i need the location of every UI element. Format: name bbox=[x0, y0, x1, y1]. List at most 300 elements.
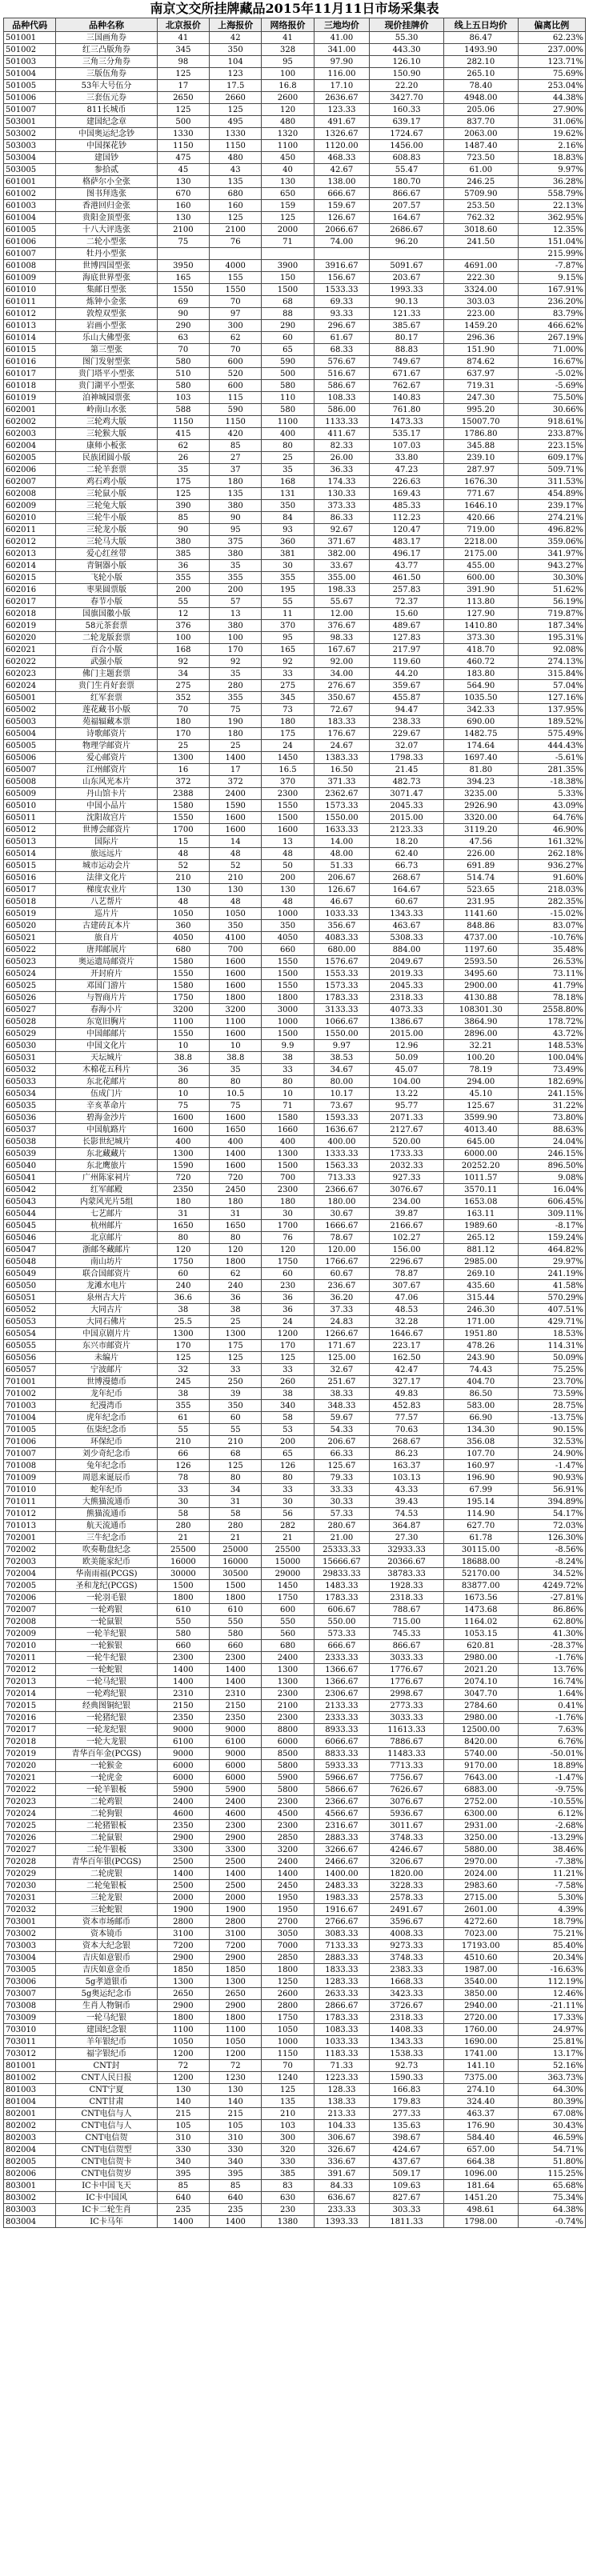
cell-deviation: 17.33% bbox=[518, 2012, 585, 2024]
cell-shanghai-price: 380 bbox=[210, 548, 262, 560]
table-row bbox=[4, 836, 586, 848]
cell-code: 602016 bbox=[4, 584, 56, 596]
cell-deviation: 189.52% bbox=[518, 716, 585, 728]
cell-online-price: 2400 bbox=[262, 1856, 314, 1868]
cell-name: 贵门生肖好套票 bbox=[56, 680, 157, 692]
cell-shanghai-price: 58 bbox=[210, 1508, 262, 1520]
cell-listing-price: 120.47 bbox=[370, 524, 444, 536]
cell-five-day-average: 620.81 bbox=[443, 1640, 518, 1652]
cell-average-price: 573.33 bbox=[314, 1628, 370, 1640]
table-row bbox=[4, 44, 586, 56]
cell-online-price: 3000 bbox=[262, 1004, 314, 1016]
cell-listing-price: 94.47 bbox=[370, 704, 444, 716]
table-row bbox=[4, 1412, 586, 1424]
cell-beijing-price: 125 bbox=[157, 68, 209, 80]
cell-beijing-price: 75 bbox=[157, 1100, 209, 1112]
cell-beijing-price: 58 bbox=[157, 1508, 209, 1520]
cell-beijing-price: 126 bbox=[157, 1460, 209, 1472]
cell-deviation: -16.63% bbox=[518, 1964, 585, 1976]
cell-five-day-average: 2983.60 bbox=[443, 1880, 518, 1892]
cell-average-price: 159.67 bbox=[314, 200, 370, 212]
cell-beijing-price: 175 bbox=[157, 476, 209, 488]
cell-five-day-average: 52170.00 bbox=[443, 1568, 518, 1580]
cell-name: 北京邮片 bbox=[56, 1232, 157, 1244]
cell-five-day-average: 1989.60 bbox=[443, 1220, 518, 1232]
cell-name: 三轮鸡大版 bbox=[56, 416, 157, 428]
cell-average-price: 36.20 bbox=[314, 1292, 370, 1304]
cell-five-day-average: 163.11 bbox=[443, 1208, 518, 1220]
cell-average-price: 636.67 bbox=[314, 2192, 370, 2204]
cell-five-day-average: 7023.00 bbox=[443, 1928, 518, 1940]
cell-online-price: 1750 bbox=[262, 1592, 314, 1604]
cell-listing-price: 13.22 bbox=[370, 1088, 444, 1100]
cell-name: 开封府片 bbox=[56, 968, 157, 980]
table-row bbox=[4, 536, 586, 548]
cell-name: 武强小版 bbox=[56, 656, 157, 668]
cell-code: 701001 bbox=[4, 1376, 56, 1388]
cell-online-price: 1600 bbox=[262, 824, 314, 836]
cell-deviation: 444.43% bbox=[518, 740, 585, 752]
table-row bbox=[4, 236, 586, 248]
cell-code: 501004 bbox=[4, 68, 56, 80]
cell-average-price: 92.67 bbox=[314, 524, 370, 536]
table-row bbox=[4, 2036, 586, 2048]
cell-code: 602013 bbox=[4, 548, 56, 560]
table-row bbox=[4, 464, 586, 476]
cell-shanghai-price: 2310 bbox=[210, 1688, 262, 1700]
header-beijing-price: 北京报价 bbox=[157, 18, 209, 32]
cell-code: 702015 bbox=[4, 1700, 56, 1712]
cell-average-price: 183.33 bbox=[314, 716, 370, 728]
cell-code: 602021 bbox=[4, 644, 56, 656]
cell-name: 811长城币 bbox=[56, 104, 157, 116]
cell-name: 华南雨福(PCGS) bbox=[56, 1568, 157, 1580]
cell-deviation: 274.21% bbox=[518, 512, 585, 524]
cell-deviation: 4.39% bbox=[518, 1904, 585, 1916]
cell-shanghai-price: 38.8 bbox=[210, 1052, 262, 1064]
cell-online-price: 10 bbox=[262, 1088, 314, 1100]
cell-beijing-price: 25500 bbox=[157, 1544, 209, 1556]
cell-listing-price: 4073.33 bbox=[370, 1004, 444, 1016]
table-row bbox=[4, 1580, 586, 1592]
cell-five-day-average: 3599.90 bbox=[443, 1112, 518, 1124]
cell-listing-price: 2318.33 bbox=[370, 1592, 444, 1604]
table-row bbox=[4, 152, 586, 164]
cell-average-price: 108.33 bbox=[314, 392, 370, 404]
cell-name: 二轮牛银板 bbox=[56, 1844, 157, 1856]
cell-shanghai-price: 135 bbox=[210, 488, 262, 500]
cell-deviation: 24.97% bbox=[518, 2024, 585, 2036]
cell-online-price: 1550 bbox=[262, 956, 314, 968]
cell-beijing-price: 2400 bbox=[157, 1796, 209, 1808]
cell-online-price: 275 bbox=[262, 680, 314, 692]
cell-code: 605003 bbox=[4, 716, 56, 728]
cell-listing-price: 15.60 bbox=[370, 608, 444, 620]
cell-beijing-price: 475 bbox=[157, 152, 209, 164]
cell-online-price: 381 bbox=[262, 548, 314, 560]
cell-online-price: 1750 bbox=[262, 1256, 314, 1268]
cell-online-price: 370 bbox=[262, 776, 314, 788]
cell-listing-price: 102.27 bbox=[370, 1232, 444, 1244]
cell-online-price: 36 bbox=[262, 1304, 314, 1316]
cell-shanghai-price: 1600 bbox=[210, 1112, 262, 1124]
cell-average-price: 156.67 bbox=[314, 272, 370, 284]
cell-average-price: 233.33 bbox=[314, 2204, 370, 2216]
cell-name: 大熊猫流通币 bbox=[56, 1496, 157, 1508]
cell-listing-price: 77.57 bbox=[370, 1412, 444, 1424]
cell-listing-price: 203.67 bbox=[370, 272, 444, 284]
cell-average-price: 93.33 bbox=[314, 308, 370, 320]
table-row bbox=[4, 884, 586, 896]
cell-shanghai-price: 235 bbox=[210, 2204, 262, 2216]
cell-deviation: -10.55% bbox=[518, 1796, 585, 1808]
cell-online-price: 93 bbox=[262, 524, 314, 536]
cell-online-price: 50 bbox=[262, 860, 314, 872]
table-row bbox=[4, 1052, 586, 1064]
cell-five-day-average: 460.72 bbox=[443, 656, 518, 668]
cell-name: 兔年纪念币 bbox=[56, 1460, 157, 1472]
cell-name: 泊神城园票张 bbox=[56, 392, 157, 404]
cell-online-price: 150 bbox=[262, 272, 314, 284]
table-row bbox=[4, 116, 586, 128]
cell-beijing-price: 1700 bbox=[157, 824, 209, 836]
cell-online-price: 48 bbox=[262, 848, 314, 860]
cell-name: 民族团圆小版 bbox=[56, 452, 157, 464]
cell-five-day-average: 2601.00 bbox=[443, 1904, 518, 1916]
cell-code: 605027 bbox=[4, 1004, 56, 1016]
cell-code: 702022 bbox=[4, 1784, 56, 1796]
cell-name: 泉州古大片 bbox=[56, 1292, 157, 1304]
cell-five-day-average: 296.36 bbox=[443, 332, 518, 344]
cell-name: 大同石佛片 bbox=[56, 1316, 157, 1328]
cell-online-price: 56 bbox=[262, 1508, 314, 1520]
cell-listing-price: 226.63 bbox=[370, 476, 444, 488]
table-row bbox=[4, 788, 586, 800]
cell-code: 702018 bbox=[4, 1736, 56, 1748]
cell-name: 二轮兔银板 bbox=[56, 1880, 157, 1892]
cell-deviation: -27.81% bbox=[518, 1592, 585, 1604]
cell-average-price: 280.67 bbox=[314, 1520, 370, 1532]
cell-listing-price: 866.67 bbox=[370, 1640, 444, 1652]
cell-deviation: 73.80% bbox=[518, 1112, 585, 1124]
cell-average-price: 1576.67 bbox=[314, 956, 370, 968]
cell-listing-price: 520.00 bbox=[370, 1136, 444, 1148]
cell-deviation: 6.12% bbox=[518, 1808, 585, 1820]
table-row bbox=[4, 560, 586, 572]
table-row bbox=[4, 1604, 586, 1616]
cell-shanghai-price: 4100 bbox=[210, 932, 262, 944]
header-shanghai-price: 上海报价 bbox=[210, 18, 262, 32]
cell-deviation: 0.41% bbox=[518, 1700, 585, 1712]
cell-beijing-price: 130 bbox=[157, 884, 209, 896]
cell-average-price: 138.00 bbox=[314, 176, 370, 188]
cell-five-day-average: 837.70 bbox=[443, 116, 518, 128]
cell-code: 702013 bbox=[4, 1676, 56, 1688]
cell-name: 红军套票 bbox=[56, 692, 157, 704]
cell-code: 702006 bbox=[4, 1592, 56, 1604]
cell-listing-price: 2123.33 bbox=[370, 824, 444, 836]
cell-name: 三角三分角券 bbox=[56, 56, 157, 68]
cell-name: 世博漫德币 bbox=[56, 1376, 157, 1388]
cell-beijing-price: 98 bbox=[157, 56, 209, 68]
cell-name: CNT电信贺型 bbox=[56, 2144, 157, 2156]
cell-shanghai-price: 660 bbox=[210, 1640, 262, 1652]
cell-shanghai-price: 400 bbox=[210, 1136, 262, 1148]
cell-shanghai-price: 2100 bbox=[210, 224, 262, 236]
cell-average-price: 92.00 bbox=[314, 656, 370, 668]
cell-five-day-average: 391.90 bbox=[443, 584, 518, 596]
cell-online-price: 680 bbox=[262, 1640, 314, 1652]
table-row bbox=[4, 968, 586, 980]
cell-five-day-average: 5740.00 bbox=[443, 1748, 518, 1760]
cell-name: 山东风光本片 bbox=[56, 776, 157, 788]
cell-five-day-average: 45.10 bbox=[443, 1088, 518, 1100]
table-row bbox=[4, 1928, 586, 1940]
cell-online-price: 29000 bbox=[262, 1568, 314, 1580]
cell-online-price: 24 bbox=[262, 740, 314, 752]
cell-name: 杭州邮片 bbox=[56, 1220, 157, 1232]
cell-beijing-price: 80 bbox=[157, 1232, 209, 1244]
table-row bbox=[4, 380, 586, 392]
cell-code: 801001 bbox=[4, 2060, 56, 2072]
cell-shanghai-price: 10 bbox=[210, 1040, 262, 1052]
cell-five-day-average: 81.80 bbox=[443, 764, 518, 776]
cell-shanghai-price: 355 bbox=[210, 572, 262, 584]
cell-shanghai-price: 62 bbox=[210, 1268, 262, 1280]
cell-online-price: 2300 bbox=[262, 1712, 314, 1724]
cell-code: 602007 bbox=[4, 476, 56, 488]
cell-shanghai-price: 2150 bbox=[210, 1700, 262, 1712]
cell-name: 周恩来诞辰币 bbox=[56, 1472, 157, 1484]
table-row bbox=[4, 1364, 586, 1376]
table-row bbox=[4, 2180, 586, 2192]
cell-deviation: 246.15% bbox=[518, 1148, 585, 1160]
cell-beijing-price: 2100 bbox=[157, 224, 209, 236]
cell-listing-price: 164.67 bbox=[370, 884, 444, 896]
cell-code: 703011 bbox=[4, 2036, 56, 2048]
cell-average-price: 576.67 bbox=[314, 356, 370, 368]
cell-average-price: 15666.67 bbox=[314, 1556, 370, 1568]
cell-online-price: 9.9 bbox=[262, 1040, 314, 1052]
cell-listing-price: 32933.33 bbox=[370, 1544, 444, 1556]
cell-code: 601017 bbox=[4, 368, 56, 380]
cell-listing-price: 827.67 bbox=[370, 2192, 444, 2204]
cell-beijing-price: 3200 bbox=[157, 1004, 209, 1016]
cell-five-day-average: 246.30 bbox=[443, 1304, 518, 1316]
cell-beijing-price: 125 bbox=[157, 104, 209, 116]
cell-online-price: 168 bbox=[262, 476, 314, 488]
cell-beijing-price: 1580 bbox=[157, 800, 209, 812]
cell-five-day-average: 265.10 bbox=[443, 68, 518, 80]
cell-listing-price: 121.33 bbox=[370, 308, 444, 320]
cell-five-day-average: 6000.00 bbox=[443, 1148, 518, 1160]
cell-name: 参拾贰 bbox=[56, 164, 157, 176]
table-row bbox=[4, 1280, 586, 1292]
cell-listing-price: 398.67 bbox=[370, 2132, 444, 2144]
cell-code: 601015 bbox=[4, 344, 56, 356]
cell-average-price: 32.67 bbox=[314, 1364, 370, 1376]
table-row bbox=[4, 1136, 586, 1148]
cell-deviation: 236.20% bbox=[518, 296, 585, 308]
cell-average-price: 666.67 bbox=[314, 1640, 370, 1652]
cell-code: 601006 bbox=[4, 236, 56, 248]
cell-code: 703001 bbox=[4, 1916, 56, 1928]
cell-code: 601018 bbox=[4, 380, 56, 392]
cell-five-day-average: 645.00 bbox=[443, 1136, 518, 1148]
cell-name: 八艺帮片 bbox=[56, 896, 157, 908]
cell-shanghai-price: 1050 bbox=[210, 2036, 262, 2048]
cell-beijing-price: 380 bbox=[157, 536, 209, 548]
cell-code: 605024 bbox=[4, 968, 56, 980]
cell-five-day-average: 4130.88 bbox=[443, 992, 518, 1004]
cell-shanghai-price: 25 bbox=[210, 740, 262, 752]
cell-name: 中国奥运纪念钞 bbox=[56, 128, 157, 140]
cell-shanghai-price: 35 bbox=[210, 560, 262, 572]
cell-code: 702004 bbox=[4, 1568, 56, 1580]
cell-online-price: 1400 bbox=[262, 1868, 314, 1880]
cell-deviation: 9.97% bbox=[518, 164, 585, 176]
cell-code: 605040 bbox=[4, 1160, 56, 1172]
cell-deviation: 71.00% bbox=[518, 344, 585, 356]
cell-five-day-average: 637.97 bbox=[443, 368, 518, 380]
cell-name: 梯度农业片 bbox=[56, 884, 157, 896]
cell-shanghai-price: 6000 bbox=[210, 1772, 262, 1784]
cell-average-price: 1573.33 bbox=[314, 800, 370, 812]
cell-shanghai-price: 1590 bbox=[210, 800, 262, 812]
cell-name: IC卡马年 bbox=[56, 2216, 157, 2228]
cell-online-price: 350 bbox=[262, 920, 314, 932]
cell-deviation: -2.68% bbox=[518, 1820, 585, 1832]
cell-beijing-price: 66 bbox=[157, 1448, 209, 1460]
cell-shanghai-price: 395 bbox=[210, 2168, 262, 2180]
cell-average-price: 5866.67 bbox=[314, 1784, 370, 1796]
cell-listing-price: 22.20 bbox=[370, 80, 444, 92]
cell-listing-price: 327.17 bbox=[370, 1376, 444, 1388]
cell-beijing-price: 1800 bbox=[157, 2012, 209, 2024]
cell-code: 605008 bbox=[4, 776, 56, 788]
cell-five-day-average: 2175.00 bbox=[443, 548, 518, 560]
cell-five-day-average: 100.20 bbox=[443, 1052, 518, 1064]
cell-average-price: 1366.67 bbox=[314, 1676, 370, 1688]
cell-online-price: 210 bbox=[262, 2108, 314, 2120]
cell-average-price: 550.00 bbox=[314, 1616, 370, 1628]
cell-online-price: 40 bbox=[262, 164, 314, 176]
cell-five-day-average: 3864.90 bbox=[443, 1016, 518, 1028]
table-row bbox=[4, 1892, 586, 1904]
cell-deviation: 464.82% bbox=[518, 1244, 585, 1256]
cell-deviation: 16.67% bbox=[518, 356, 585, 368]
cell-shanghai-price: 520 bbox=[210, 368, 262, 380]
cell-name: 建国钞 bbox=[56, 152, 157, 164]
cell-deviation: 41.79% bbox=[518, 980, 585, 992]
cell-listing-price: 3011.67 bbox=[370, 1820, 444, 1832]
cell-five-day-average: 176.90 bbox=[443, 2120, 518, 2132]
cell-shanghai-price: 13 bbox=[210, 608, 262, 620]
cell-average-price: 1573.33 bbox=[314, 980, 370, 992]
cell-average-price: 2466.67 bbox=[314, 1856, 370, 1868]
cell-deviation: 454.89% bbox=[518, 488, 585, 500]
cell-listing-price: 1993.33 bbox=[370, 284, 444, 296]
cell-five-day-average: 1673.56 bbox=[443, 1592, 518, 1604]
cell-beijing-price: 1550 bbox=[157, 812, 209, 824]
cell-five-day-average: 564.90 bbox=[443, 680, 518, 692]
cell-beijing-price: 1550 bbox=[157, 968, 209, 980]
cell-listing-price: 50.09 bbox=[370, 1052, 444, 1064]
cell-shanghai-price: 85 bbox=[210, 2180, 262, 2192]
cell-shanghai-price: 2900 bbox=[210, 1832, 262, 1844]
cell-average-price: 491.67 bbox=[314, 116, 370, 128]
cell-five-day-average bbox=[443, 248, 518, 260]
cell-listing-price: 307.67 bbox=[370, 1280, 444, 1292]
table-row bbox=[4, 1676, 586, 1688]
cell-code: 605011 bbox=[4, 812, 56, 824]
cell-shanghai-price: 1600 bbox=[210, 968, 262, 980]
cell-five-day-average: 4272.60 bbox=[443, 1916, 518, 1928]
cell-average-price: 74.00 bbox=[314, 236, 370, 248]
cell-beijing-price: 500 bbox=[157, 116, 209, 128]
cell-beijing-price: 280 bbox=[157, 1520, 209, 1532]
cell-listing-price: 1798.33 bbox=[370, 752, 444, 764]
cell-beijing-price: 5900 bbox=[157, 1784, 209, 1796]
cell-name: 敦煌双型张 bbox=[56, 308, 157, 320]
cell-online-price: 88 bbox=[262, 308, 314, 320]
table-row bbox=[4, 1400, 586, 1412]
cell-listing-price: 268.67 bbox=[370, 872, 444, 884]
cell-shanghai-price: 7200 bbox=[210, 1940, 262, 1952]
cell-beijing-price: 60 bbox=[157, 1268, 209, 1280]
cell-beijing-price: 2650 bbox=[157, 1988, 209, 2000]
cell-deviation: -7.38% bbox=[518, 1856, 585, 1868]
cell-shanghai-price: 2500 bbox=[210, 1880, 262, 1892]
cell-shanghai-price: 1150 bbox=[210, 140, 262, 152]
cell-average-price: 86.33 bbox=[314, 512, 370, 524]
cell-code: 701010 bbox=[4, 1484, 56, 1496]
cell-beijing-price bbox=[157, 248, 209, 260]
cell-code: 702029 bbox=[4, 1868, 56, 1880]
cell-name: 53年大号伍分 bbox=[56, 80, 157, 92]
cell-beijing-price: 130 bbox=[157, 2084, 209, 2096]
cell-deviation: 148.53% bbox=[518, 1040, 585, 1052]
table-row bbox=[4, 524, 586, 536]
table-row bbox=[4, 2204, 586, 2216]
cell-five-day-average: 108301.30 bbox=[443, 1004, 518, 1016]
cell-code: 601007 bbox=[4, 248, 56, 260]
cell-shanghai-price: 600 bbox=[210, 380, 262, 392]
cell-deviation: 115.25% bbox=[518, 2168, 585, 2180]
cell-average-price: 350.67 bbox=[314, 692, 370, 704]
cell-beijing-price: 2300 bbox=[157, 1652, 209, 1664]
cell-beijing-price: 72 bbox=[157, 2060, 209, 2072]
table-row bbox=[4, 2096, 586, 2108]
cell-code: 602005 bbox=[4, 452, 56, 464]
cell-shanghai-price: 2500 bbox=[210, 1856, 262, 1868]
cell-online-price: 30 bbox=[262, 1208, 314, 1220]
cell-name: 熊猫流通币 bbox=[56, 1508, 157, 1520]
cell-online-price: 2300 bbox=[262, 1688, 314, 1700]
cell-deviation: 46.90% bbox=[518, 824, 585, 836]
cell-name: 广州陈家祠片 bbox=[56, 1172, 157, 1184]
header-listing-price: 现价挂牌价 bbox=[370, 18, 444, 32]
cell-five-day-average: 2074.10 bbox=[443, 1676, 518, 1688]
cell-online-price: 38 bbox=[262, 1388, 314, 1400]
cell-online-price: 6000 bbox=[262, 1736, 314, 1748]
cell-name: 三轮猴大版 bbox=[56, 428, 157, 440]
cell-average-price: 34.00 bbox=[314, 668, 370, 680]
table-row bbox=[4, 1724, 586, 1736]
cell-shanghai-price: 180 bbox=[210, 476, 262, 488]
cell-online-price: 130 bbox=[262, 884, 314, 896]
cell-beijing-price: 2800 bbox=[157, 1916, 209, 1928]
